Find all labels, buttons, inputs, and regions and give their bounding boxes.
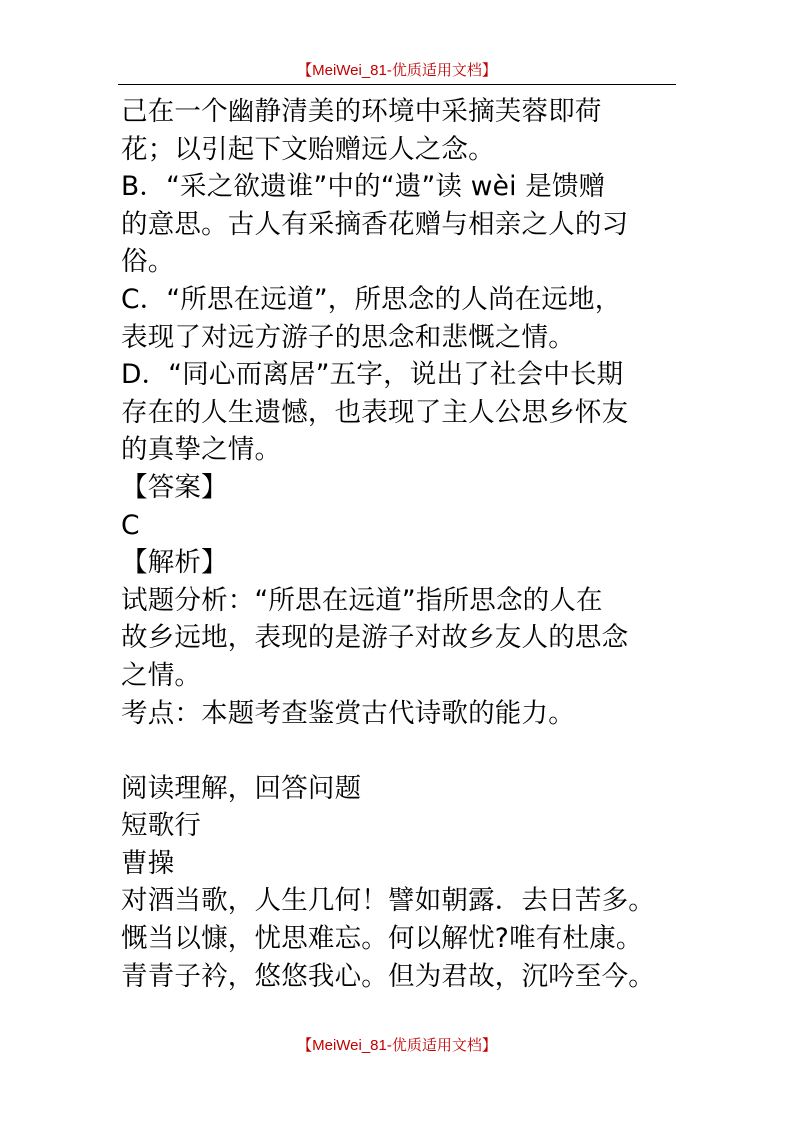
- text-line: 花；以引起下文贻赠远人之念。: [121, 133, 495, 165]
- blank-line: [121, 732, 681, 770]
- poem-line: 慨当以慷，忧思难忘。何以解忧?唯有杜康。: [121, 923, 643, 955]
- analysis-line: 之情。: [121, 659, 202, 691]
- analysis-line: 故乡远地，表现的是游子对故乡友人的思念: [121, 622, 629, 654]
- poem-line: 对酒当歌，人生几何！譬如朝露．去日苦多。: [121, 885, 655, 917]
- document-body: [121, 93, 681, 995]
- option-d-line: D．“同心而离居”五字，说出了社会中长期: [121, 359, 624, 391]
- page-footer: [118, 1033, 676, 1059]
- poem-line: 青青子衿，悠悠我心。但为君故，沉吟至今。: [121, 960, 655, 992]
- text-line: 表现了对远方游子的思念和悲慨之情。: [121, 321, 575, 353]
- exam-point-line: 考点：本题考查鉴赏古代诗歌的能力。: [121, 697, 575, 729]
- analysis-line: 试题分析：“所思在远道”指所思念的人在: [121, 584, 603, 616]
- text-line: 的意思。古人有采摘香花赠与相亲之人的习: [121, 208, 629, 240]
- text-line: 己在一个幽静清美的环境中采摘芙蓉即荷: [121, 96, 602, 127]
- poem-title: 短歌行: [121, 810, 202, 842]
- question-prompt: 阅读理解，回答问题: [121, 772, 362, 804]
- answer-value: C: [121, 509, 140, 541]
- page-header: [118, 58, 676, 85]
- text-line: 俗。: [121, 246, 175, 278]
- text-line: 存在的人生遗憾，也表现了主人公思乡怀友: [121, 396, 629, 428]
- poem-author: 曹操: [121, 847, 175, 879]
- header-text: 【MeiWei_81-优质适用文档】: [297, 62, 497, 79]
- option-c-line: C．“所思在远道”，所思念的人尚在远地，: [121, 283, 622, 315]
- analysis-heading: 【解析】: [121, 547, 228, 579]
- text-line: 的真挚之情。: [121, 434, 282, 466]
- footer-text: 【MeiWei_81-优质适用文档】: [297, 1037, 497, 1054]
- option-b-line: B．“采之欲遗谁”中的“遗”读 wèi 是馈赠: [121, 171, 606, 203]
- answer-heading: 【答案】: [121, 471, 228, 503]
